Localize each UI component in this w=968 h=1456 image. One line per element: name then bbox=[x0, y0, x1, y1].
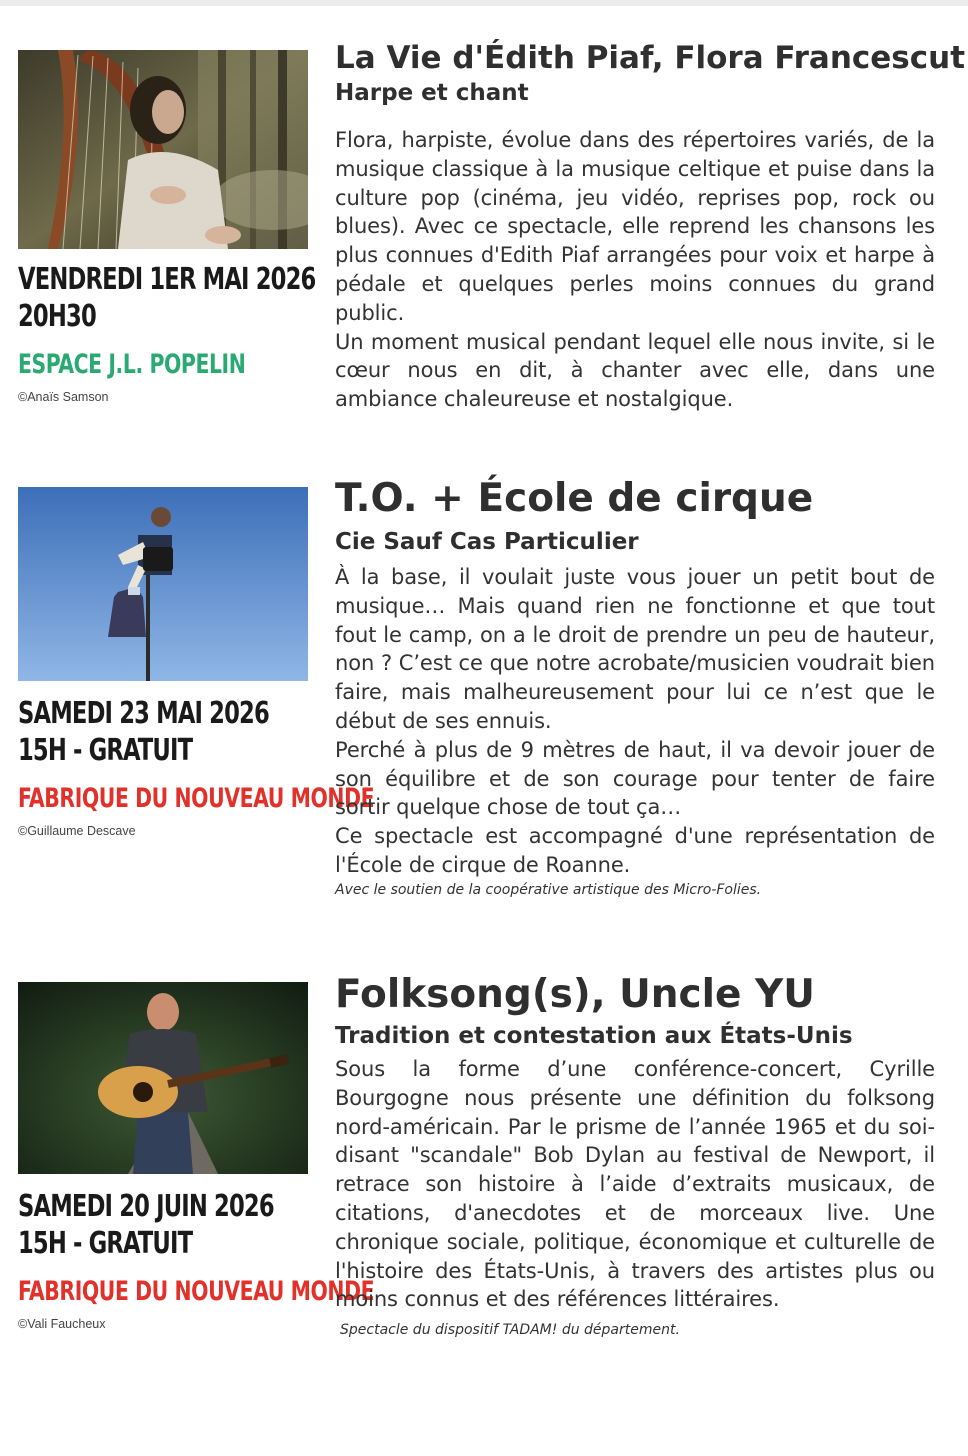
event-time-line: 20H30 bbox=[18, 299, 96, 334]
event-date-line: SAMEDI 23 MAI 2026 bbox=[18, 696, 269, 731]
event-subtitle: Tradition et contestation aux États-Unis bbox=[335, 1023, 853, 1049]
event-time-line: 15H - GRATUIT bbox=[18, 733, 193, 768]
event-text-column bbox=[335, 40, 966, 414]
guitarist-photo bbox=[18, 982, 308, 1174]
description-paragraph: Sous la forme d’une conférence-concert, Cyrille Bourgogne nous présente une définition du folksong nord-américain. Par le prisme de l’année 1965 et du soi-disant "scandale" Bob Dylan au festival de Newport, il retrace son histoire à l’aide d’extraits musicaux, de citations, d'anecdotes et de morceaux live. Une chronique sociale, politique, économique et culturelle de l'histoire des États-Unis, à travers des artistes plus ou moins connus et des références littéraires. bbox=[335, 1057, 935, 1312]
event-date-line: SAMEDI 20 JUIN 2026 bbox=[18, 1189, 274, 1224]
event-description bbox=[335, 126, 935, 414]
event-title: Folksong(s), Uncle YU bbox=[335, 972, 815, 1017]
description-paragraph: Un moment musical pendant lequel elle nous invite, si le cœur nous en dit, à chanter avec elle, dans une ambiance chaleureuse et nostalgique. bbox=[335, 329, 935, 412]
event-description bbox=[335, 563, 935, 880]
event-date-line: VENDREDI 1ER MAI 2026 bbox=[18, 262, 316, 297]
event-time-line: 15H - GRATUIT bbox=[18, 1226, 193, 1261]
event-text-column bbox=[335, 972, 935, 1338]
description-paragraph: À la base, il voulait juste vous jouer un petit bout de musique… Mais quand rien ne fonctionne et que tout fout le camp, on a le droit de prendre un peu de hauteur, non ? C’est ce que notre acrobate/musicien voudrait bien faire, mais malheureusement pour lui ce n’est que le début de ses ennuis. bbox=[335, 565, 935, 733]
photo-credit: ©Anaïs Samson bbox=[18, 390, 109, 404]
description-paragraph: Flora, harpiste, évolue dans des répertoires variés, de la musique classique à la musique celtique et puise dans la culture pop (cinéma, jeu vidéo, reprises pop, rock ou blues). Avec ce spectacle, elle reprend les chansons les plus connues d'Edith Piaf arrangées pour voix et harpe à pédale et quelques perles moins connues du grand public. bbox=[335, 128, 935, 325]
support-note: Spectacle du dispositif TADAM! du département. bbox=[340, 1322, 680, 1339]
event-venue: ESPACE J.L. POPELIN bbox=[18, 349, 246, 380]
event-title: T.O. + École de cirque bbox=[335, 476, 814, 521]
description-paragraph: Ce spectacle est accompagné d'une représentation de l'École de cirque de Roanne. bbox=[335, 824, 935, 877]
photo-credit: ©Vali Faucheux bbox=[18, 1317, 106, 1331]
event-date bbox=[18, 695, 269, 769]
event-subtitle: Cie Sauf Cas Particulier bbox=[335, 529, 639, 555]
acrobat-photo bbox=[18, 487, 308, 681]
event-info-column bbox=[18, 50, 316, 404]
event-date bbox=[18, 1188, 274, 1262]
support-note: Avec le soutien de la coopérative artistique des Micro-Folies. bbox=[335, 881, 762, 898]
event-description bbox=[335, 1055, 935, 1314]
event-venue: FABRIQUE DU NOUVEAU MONDE bbox=[18, 783, 375, 814]
photo-credit: ©Guillaume Descave bbox=[18, 824, 136, 838]
event-date bbox=[18, 261, 316, 335]
event-venue: FABRIQUE DU NOUVEAU MONDE bbox=[18, 1276, 375, 1307]
harp-photo bbox=[18, 50, 308, 249]
event-text-column bbox=[335, 476, 935, 898]
event-title: La Vie d'Édith Piaf, Flora Francescut bbox=[335, 40, 966, 76]
event-info-column bbox=[18, 982, 375, 1331]
top-divider bbox=[0, 0, 968, 6]
description-paragraph: Perché à plus de 9 mètres de haut, il va devoir jouer de son équilibre et de son courage pour tenter de faire sortir quelque chose de tout ça… bbox=[335, 737, 935, 820]
event-subtitle: Harpe et chant bbox=[335, 80, 529, 106]
event-info-column bbox=[18, 487, 375, 838]
